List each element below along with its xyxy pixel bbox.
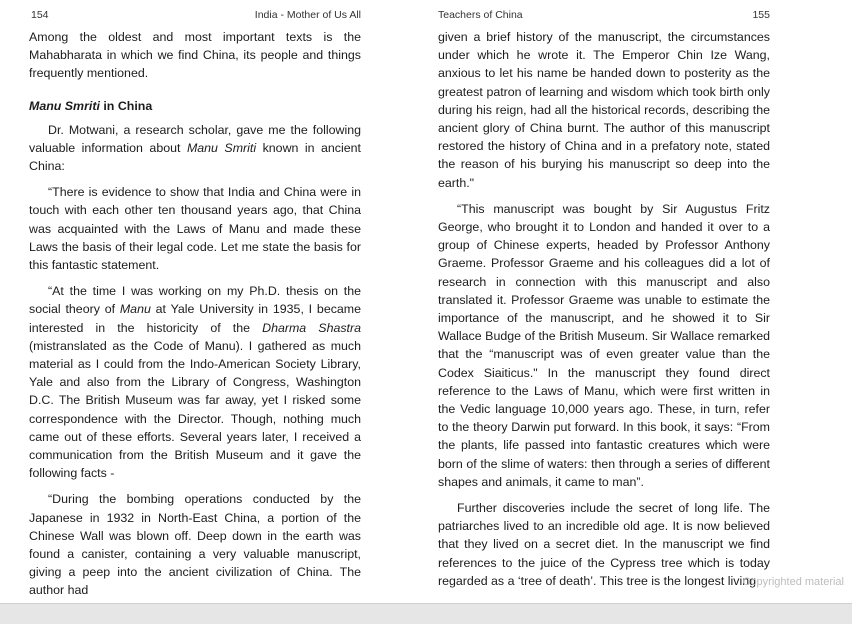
page-body xyxy=(438,28,770,598)
page-body xyxy=(29,28,361,608)
heading-italic: Manu Smriti xyxy=(29,98,100,113)
italic-run: Manu xyxy=(119,302,151,317)
paragraph xyxy=(29,121,361,176)
copyright-watermark: Copyrighted material xyxy=(742,576,844,588)
running-title: India - Mother of Us All xyxy=(254,9,361,21)
text-run: “At the time I was working on my Ph.D. thesis on the social theory of xyxy=(29,284,361,317)
page-number: 154 xyxy=(31,9,49,21)
viewer-bottom-bar xyxy=(0,603,852,624)
running-head xyxy=(438,8,770,22)
italic-run: Manu Smriti xyxy=(186,140,257,155)
text-run: known in ancient China: xyxy=(29,140,361,174)
paragraph: Further discoveries include the secret of long life. The patriarches lived to an incredible old age. It is now believed that they lived on a secret diet. In the manuscript we find references to the juice of the Cypress tree which is today regarded as a ‘tree of death’. This tree is the longest living xyxy=(438,501,770,588)
paragraph: “There is evidence to show that India and China were in touch with each other ten thousand years ago, that China was acquainted with the Laws of Manu and made these Laws the basis of their legal code. Let me state the basis for this fantastic statement. xyxy=(29,185,361,273)
running-title: Teachers of China xyxy=(438,9,523,21)
running-head xyxy=(29,8,361,22)
left-page xyxy=(29,0,361,603)
page-number: 155 xyxy=(752,9,770,21)
section-heading xyxy=(29,97,361,115)
text-run: at Yale University in 1935, I became interested in the historicity of the xyxy=(29,302,362,335)
right-page xyxy=(438,0,770,603)
paragraph: “During the bombing operations conducted by the Japanese in 1932 in North-East China, a portion of the Chinese Wall was blown off. Deep down in the earth was found a canister, containing a very valuable manuscript, giving a peep into the ancient civilization of China. The author had xyxy=(29,492,361,598)
paragraph: Among the oldest and most important texts is the Mahabharata in which we find China, its people and things frequently mentioned. xyxy=(29,30,361,81)
text-run: Dr. Motwani, a research scholar, gave me the following valuable information about xyxy=(29,122,361,155)
paragraph: “This manuscript was bought by Sir Augustus Fritz George, who brought it to London and handed it over to a group of Chinese experts, headed by Professor Anthony Graeme. Professor Graeme and his colleagues did a lot of research in connection with this manuscript and also translated it. Professor Graeme was unable to estimate the importance of the manuscript, and he showed it to Sir Wallace Budge of the British Museum. Sir Wallace remarked that the “manuscript was of even greater value than the Codex Siaiticus." In the manuscript they found direct reference to the Laws of Manu, which were first written in the Vedic language 10,000 years ago. These, in turn, refer to the theory Darwin put forward. In this book, it says: “From the plants, life passed into fantastic creatures which were born of the slime of waters: then through a series of different shapes and animals, it came to man”. xyxy=(438,201,770,489)
text-run: (mistranslated as the Code of Manu). I gathered as much material as I could from the Indo-American Society Library, Yale and also from the Library of Congress, Washington D.C. The British Museum was far away, yet I risked some correspondence with the Director. Though, nothing much came out of these efforts. Several years later, I received a communication from the British Museum and it gave the following facts - xyxy=(29,338,361,481)
italic-run: Dharma Shastra xyxy=(262,320,362,335)
paragraph xyxy=(29,282,361,482)
paragraph: given a brief history of the manuscript, the circumstances under which he wrote it. The Emperor Chin Ize Wang, anxious to let his name be handed down to posterity as the greatest patron of learning and wisdom which took birth only during his reign, had all the historical records, describing the ancient glory of China burnt. The author of this manuscript restored the history of China and in a prefatory note, stated the reason of his burying his manuscript so deep into the earth." xyxy=(438,30,770,190)
heading-rest: in China xyxy=(99,98,153,113)
